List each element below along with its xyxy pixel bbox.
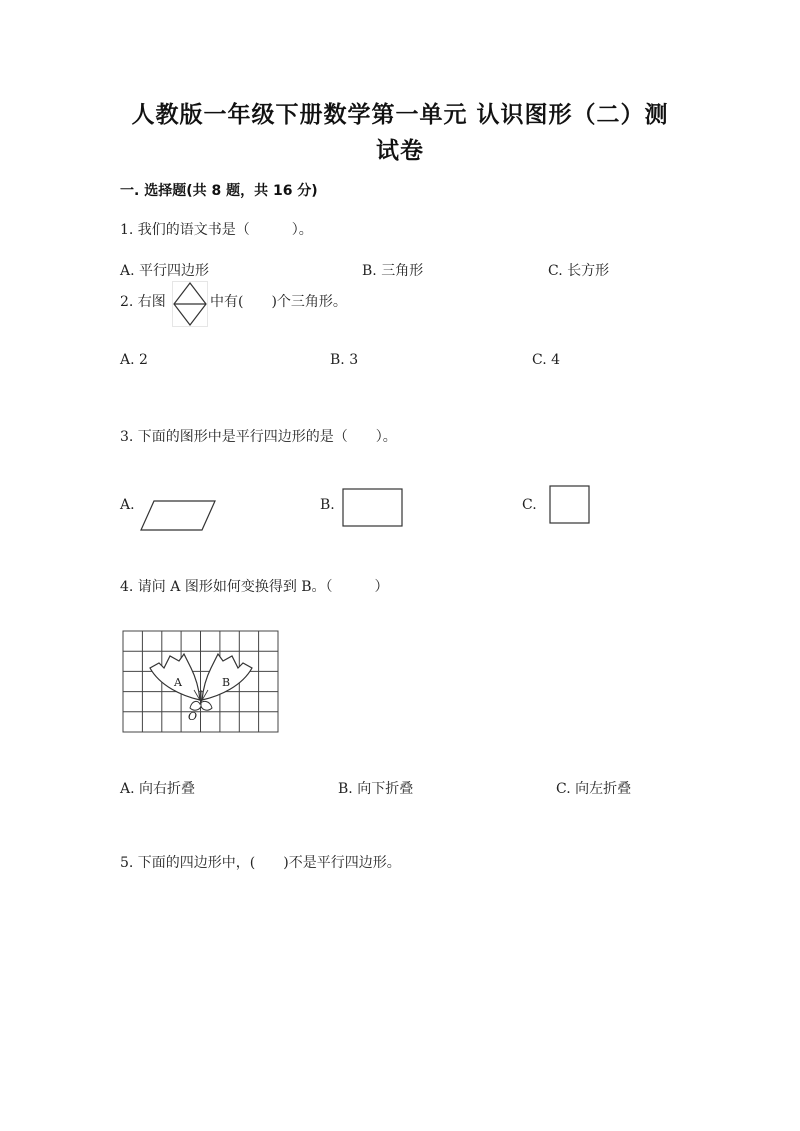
question-1-option-c[interactable]: C. 长方形 — [548, 263, 610, 279]
question-4-text: 4. 请问 A 图形如何变换得到 B。（ ） — [120, 579, 389, 595]
question-2-text-after: 中有( )个三角形。 — [210, 294, 347, 310]
question-2-option-b[interactable]: B. 3 — [330, 352, 359, 368]
question-3-text: 3. 下面的图形中是平行四边形的是（ ）。 — [120, 429, 397, 445]
question-5-text: 5. 下面的四边形中，( )不是平行四边形。 — [120, 855, 401, 871]
exam-title-line-2: 试卷 — [376, 138, 424, 164]
figure-label-o: O — [188, 710, 198, 723]
question-2-text-before: 2. 右图 — [120, 294, 166, 310]
question-2-option-a[interactable]: A. 2 — [120, 352, 148, 368]
question-1-option-a[interactable]: A. 平行四边形 — [120, 263, 210, 279]
square-shape-icon — [549, 485, 591, 525]
question-3-option-c[interactable]: C. — [522, 497, 537, 513]
question-1-text: 1. 我们的语文书是（ ）。 — [120, 222, 313, 238]
figure-label-b: B — [222, 676, 231, 689]
question-4-option-c[interactable]: C. 向左折叠 — [556, 781, 632, 797]
question-1-option-b[interactable]: B. 三角形 — [362, 263, 424, 279]
question-4-option-b[interactable]: B. 向下折叠 — [338, 781, 414, 797]
question-3-option-b[interactable]: B. — [320, 497, 335, 513]
rhombus-figure-icon — [172, 281, 208, 327]
section-heading: 一. 选择题(共 8 题，共 16 分) — [120, 183, 318, 199]
figure-label-a: A — [174, 676, 182, 689]
question-3-option-a[interactable]: A. — [120, 497, 135, 513]
question-4-option-a[interactable]: A. 向右折叠 — [120, 781, 196, 797]
rectangle-shape-icon — [342, 488, 404, 528]
grid-flower-figure — [122, 630, 280, 735]
parallelogram-shape-icon — [140, 500, 220, 532]
question-2-option-c[interactable]: C. 4 — [532, 352, 561, 368]
exam-title-line-1: 人教版一年级下册数学第一单元 认识图形（二）测 — [131, 102, 669, 128]
